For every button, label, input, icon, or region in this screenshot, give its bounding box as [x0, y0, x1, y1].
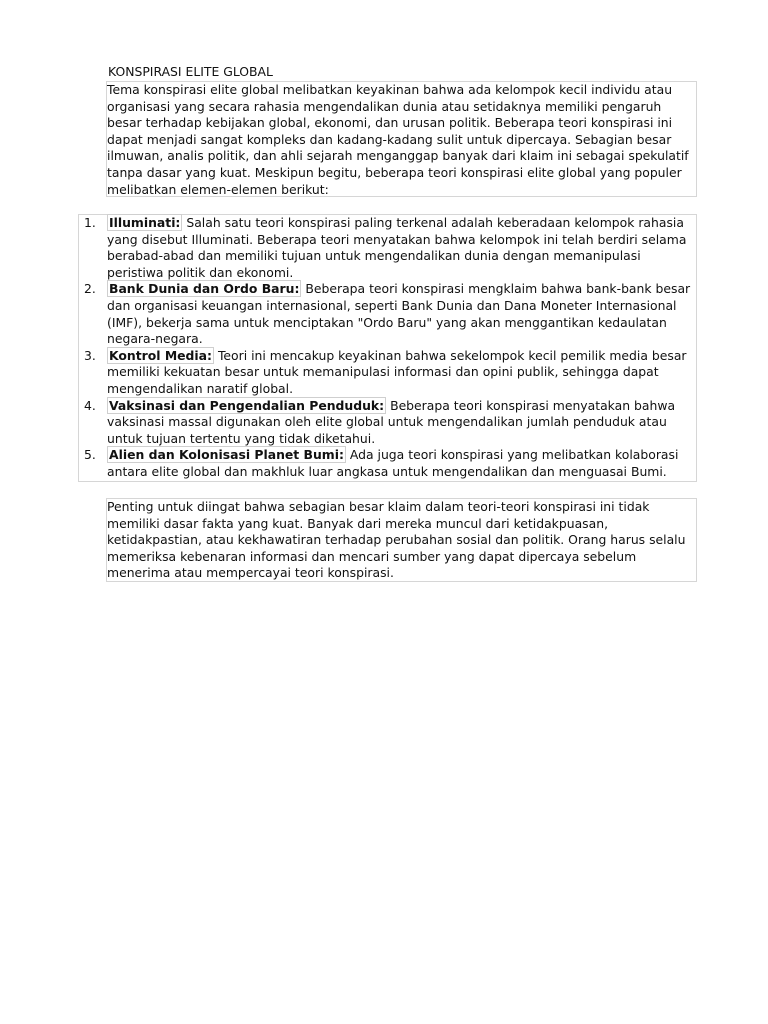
- list-item: [79, 447, 696, 480]
- list-item: [79, 281, 696, 347]
- list-item-number: 5.: [84, 447, 96, 463]
- closing-paragraph: Penting untuk diingat bahwa sebagian besar klaim dalam teori-teori konspirasi ini tidak memiliki dasar fakta yang kuat. Banyak dari mereka muncul dari ketidakpuasan, ketidakpastian, atau kekhawatiran terhadap perubahan sosial dan politik. Orang harus selalu memeriksa kebenaran informasi dan mencari sumber yang dapat dipercaya sebelum menerima atau mempercayai teori konspirasi.: [107, 499, 686, 581]
- list-item-text: Salah satu teori konspirasi paling terkenal adalah keberadaan kelompok rahasia yang disebut Illuminati. Beberapa teori menyatakan bahwa kelompok ini telah berdiri selama berabad-abad dan memiliki tujuan untuk mengendalikan dunia dengan memanipulasi peristiwa politik dan ekonomi.: [107, 215, 687, 280]
- list-item-number: 4.: [84, 397, 96, 413]
- list-item-term: Vaksinasi dan Pengendalian Penduduk:: [109, 397, 385, 413]
- list-item-term: Bank Dunia dan Ordo Baru:: [109, 281, 300, 297]
- intro-paragraph-box: [106, 81, 697, 197]
- document-title: KONSPIRASI ELITE GLOBAL: [108, 64, 273, 79]
- list-item-term: Kontrol Media:: [109, 347, 212, 363]
- list-item: [79, 398, 696, 448]
- list-item-term: Illuminati:: [109, 215, 181, 230]
- list-item-number: 2.: [84, 281, 96, 297]
- list-item-text: Beberapa teori konspirasi menyatakan bahwa vaksinasi massal digunakan oleh elite global untuk mengendalikan jumlah penduduk atau untuk tujuan tertentu yang tidak diketahui.: [107, 397, 676, 446]
- theory-list-box: [78, 214, 697, 482]
- list-item-term: Alien dan Kolonisasi Planet Bumi:: [109, 447, 344, 463]
- list-item-number: 3.: [84, 347, 96, 363]
- intro-paragraph: Tema konspirasi elite global melibatkan keyakinan bahwa ada kelompok kecil individu atau organisasi yang secara rahasia mengendalikan dunia atau setidaknya memiliki pengaruh besar terhadap kebijakan global, ekonomi, dan urusan politik. Beberapa teori konspirasi ini dapat menjadi sangat kompleks dan kadang-kadang sulit untuk dipercaya. Sebagian besar ilmuwan, analis politik, dan ahli sejarah menganggap banyak dari klaim ini sebagai spekulatif tanpa dasar yang kuat. Meskipun begitu, beberapa teori konspirasi elite global yang populer melibatkan elemen-elemen berikut:: [107, 82, 689, 197]
- theory-list: [79, 215, 696, 481]
- list-item-number: 1.: [84, 215, 96, 230]
- list-item: [79, 348, 696, 398]
- list-item: [79, 215, 696, 281]
- list-item-text: Beberapa teori konspirasi mengklaim bahwa bank-bank besar dan organisasi keuangan internasional, seperti Bank Dunia dan Dana Moneter Internasional (IMF), bekerja sama untuk menciptakan "Ordo Baru" yang akan menggantikan kedaulatan negara-negara.: [107, 281, 691, 347]
- list-item-text: Teori ini mencakup keyakinan bahwa sekelompok kecil pemilik media besar memiliki kekuatan besar untuk memanipulasi informasi dan opini publik, sehingga dapat mengendalikan naratif global.: [107, 347, 687, 396]
- list-item-text: Ada juga teori konspirasi yang melibatkan kolaborasi antara elite global dan makhluk luar angkasa untuk mengendalikan dan menguasai Bumi.: [107, 447, 679, 479]
- closing-paragraph-box: [106, 498, 697, 582]
